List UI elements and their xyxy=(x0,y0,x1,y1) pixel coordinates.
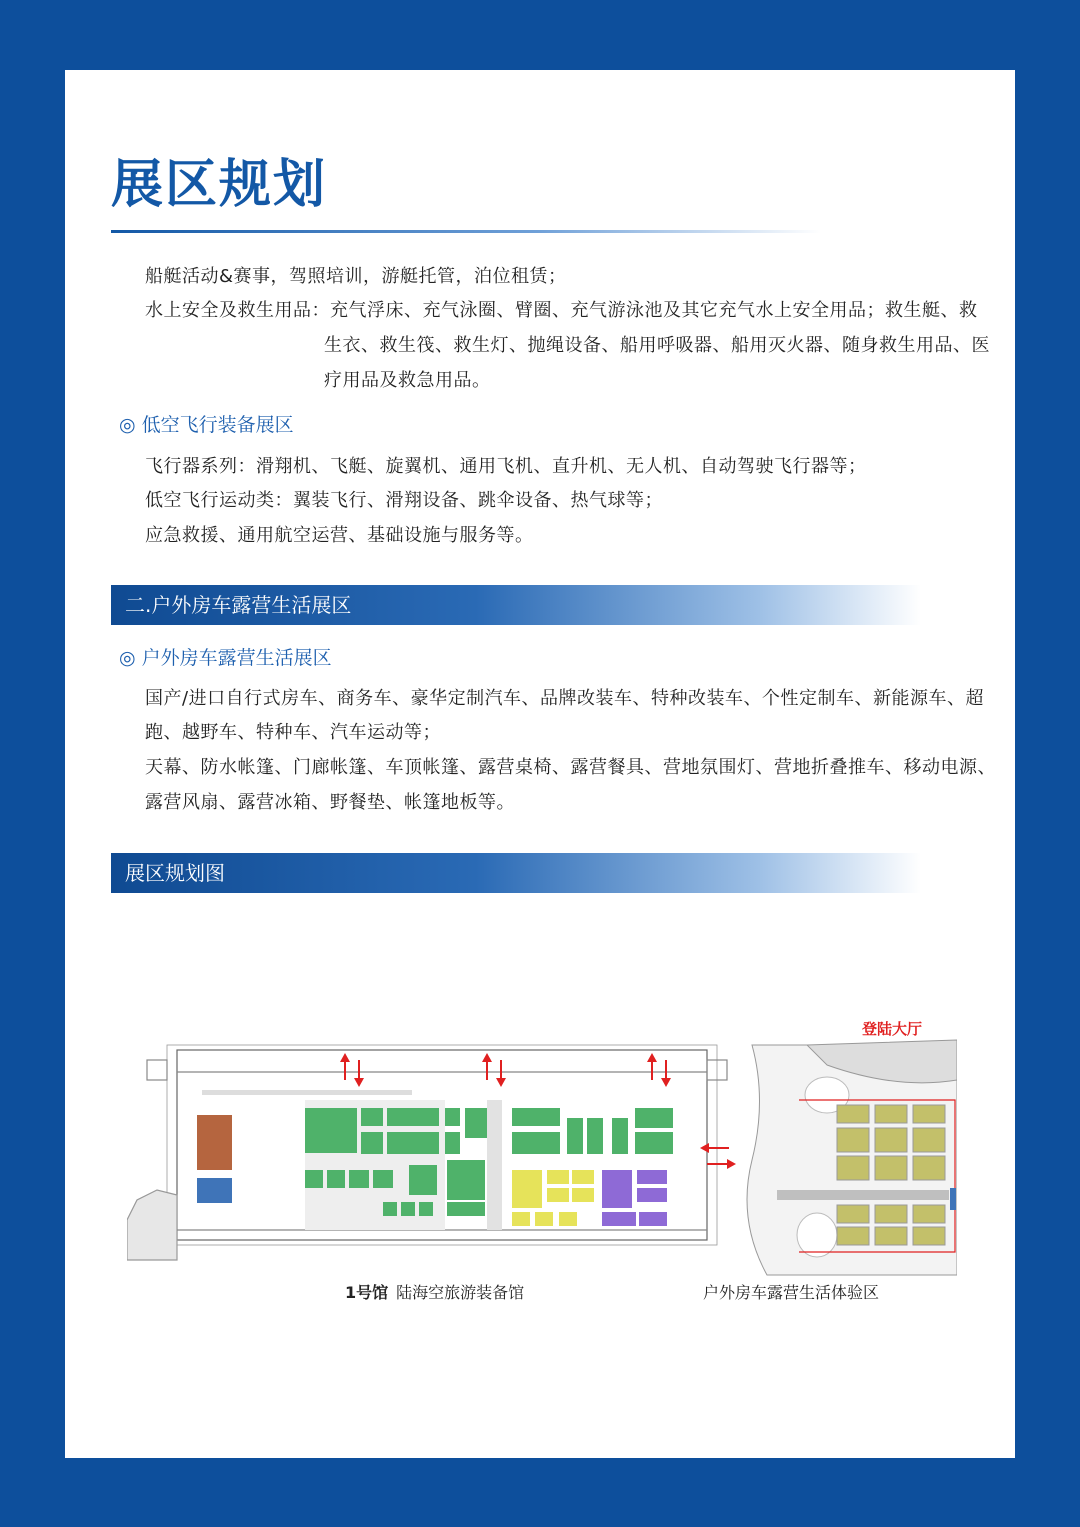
booth xyxy=(387,1132,439,1154)
booth xyxy=(327,1170,345,1188)
intro-line-4: 疗用品及救急用品。 xyxy=(324,370,491,391)
hall-1-number: 1号馆 xyxy=(345,1283,389,1302)
circle-mark-icon: ◎ xyxy=(119,647,136,669)
low-altitude-line-2: 低空飞行运动类：翼装飞行、滑翔设备、跳伞设备、热气球等； xyxy=(145,490,663,511)
booth xyxy=(197,1178,232,1203)
booth xyxy=(305,1170,323,1188)
hall-1-caption xyxy=(345,1280,524,1303)
booth xyxy=(512,1132,560,1154)
booth xyxy=(587,1118,603,1154)
low-altitude-line-3: 应急救援、通用航空运营、基础设施与服务等。 xyxy=(145,525,534,546)
booth xyxy=(602,1212,636,1226)
booth xyxy=(387,1108,439,1126)
outdoor-line-4: 露营风扇、露营冰箱、野餐垫、帐篷地板等。 xyxy=(145,792,515,813)
booth xyxy=(547,1170,569,1184)
title-divider xyxy=(111,230,821,233)
booth xyxy=(419,1202,433,1216)
booth xyxy=(373,1170,393,1188)
booth xyxy=(305,1108,357,1153)
booth xyxy=(409,1165,437,1195)
circle-mark-icon: ◎ xyxy=(119,414,136,436)
low-altitude-heading-text: 低空飞行装备展区 xyxy=(141,414,294,436)
booth xyxy=(635,1132,673,1154)
outdoor-line-2: 跑、越野车、特种车、汽车运动等； xyxy=(145,722,441,743)
booth xyxy=(612,1118,628,1154)
booth xyxy=(447,1202,485,1216)
floor-plan-map xyxy=(127,1020,957,1280)
landing-hall-label: 登陆大厅 xyxy=(862,1020,923,1038)
hall-1-booths xyxy=(197,1090,673,1230)
intro-line-3: 生衣、救生筏、救生灯、抛绳设备、船用呼吸器、船用灭火器、随身救生用品、医 xyxy=(324,335,990,356)
booth xyxy=(559,1212,577,1226)
outdoor-heading-text: 户外房车露营生活展区 xyxy=(141,647,332,669)
booth xyxy=(572,1188,594,1202)
booth xyxy=(465,1108,487,1138)
booth xyxy=(349,1170,369,1188)
booth xyxy=(512,1170,542,1208)
booth xyxy=(535,1212,553,1226)
outdoor-heading xyxy=(119,643,332,670)
brochure-page xyxy=(65,70,1015,1458)
intro-line-1: 船艇活动&赛事，驾照培训，游艇托管，泊位租赁； xyxy=(145,266,567,287)
booth xyxy=(447,1160,485,1200)
floorplan-band: 展区规划图 xyxy=(111,853,921,893)
booth xyxy=(572,1170,594,1184)
booth xyxy=(401,1202,415,1216)
low-altitude-line-1: 飞行器系列：滑翔机、飞艇、旋翼机、通用飞机、直升机、无人机、自动驾驶飞行器等； xyxy=(145,456,867,477)
section2-band: 二.户外房车露营生活展区 xyxy=(111,585,921,625)
intro-line-2: 水上安全及救生用品：充气浮床、充气泳圈、臂圈、充气游泳池及其它充气水上安全用品；救生艇、救 xyxy=(145,300,978,321)
hall-1-name: 陆海空旅游装备馆 xyxy=(396,1283,525,1302)
booth xyxy=(445,1108,460,1126)
low-altitude-heading xyxy=(119,410,294,437)
booth xyxy=(361,1108,383,1126)
booth xyxy=(639,1212,667,1226)
outdoor-area xyxy=(747,1040,957,1275)
booth xyxy=(567,1118,583,1154)
booth xyxy=(547,1188,569,1202)
booth xyxy=(383,1202,397,1216)
booth xyxy=(637,1170,667,1184)
page-title: 展区规划 xyxy=(111,155,328,215)
booth xyxy=(445,1132,460,1154)
booth xyxy=(512,1212,530,1226)
booth xyxy=(602,1170,632,1208)
booth xyxy=(197,1115,232,1170)
booth xyxy=(361,1132,383,1154)
outdoor-area-caption: 户外房车露营生活体验区 xyxy=(703,1283,880,1302)
booth xyxy=(512,1108,560,1126)
outdoor-line-3: 天幕、防水帐篷、门廊帐篷、车顶帐篷、露营桌椅、露营餐具、营地氛围灯、营地折叠推车、移动电源、 xyxy=(145,757,996,778)
booth xyxy=(635,1108,673,1128)
booth xyxy=(637,1188,667,1202)
outdoor-line-1: 国产/进口自行式房车、商务车、豪华定制汽车、品牌改装车、特种改装车、个性定制车、新能源车、超 xyxy=(145,688,985,709)
